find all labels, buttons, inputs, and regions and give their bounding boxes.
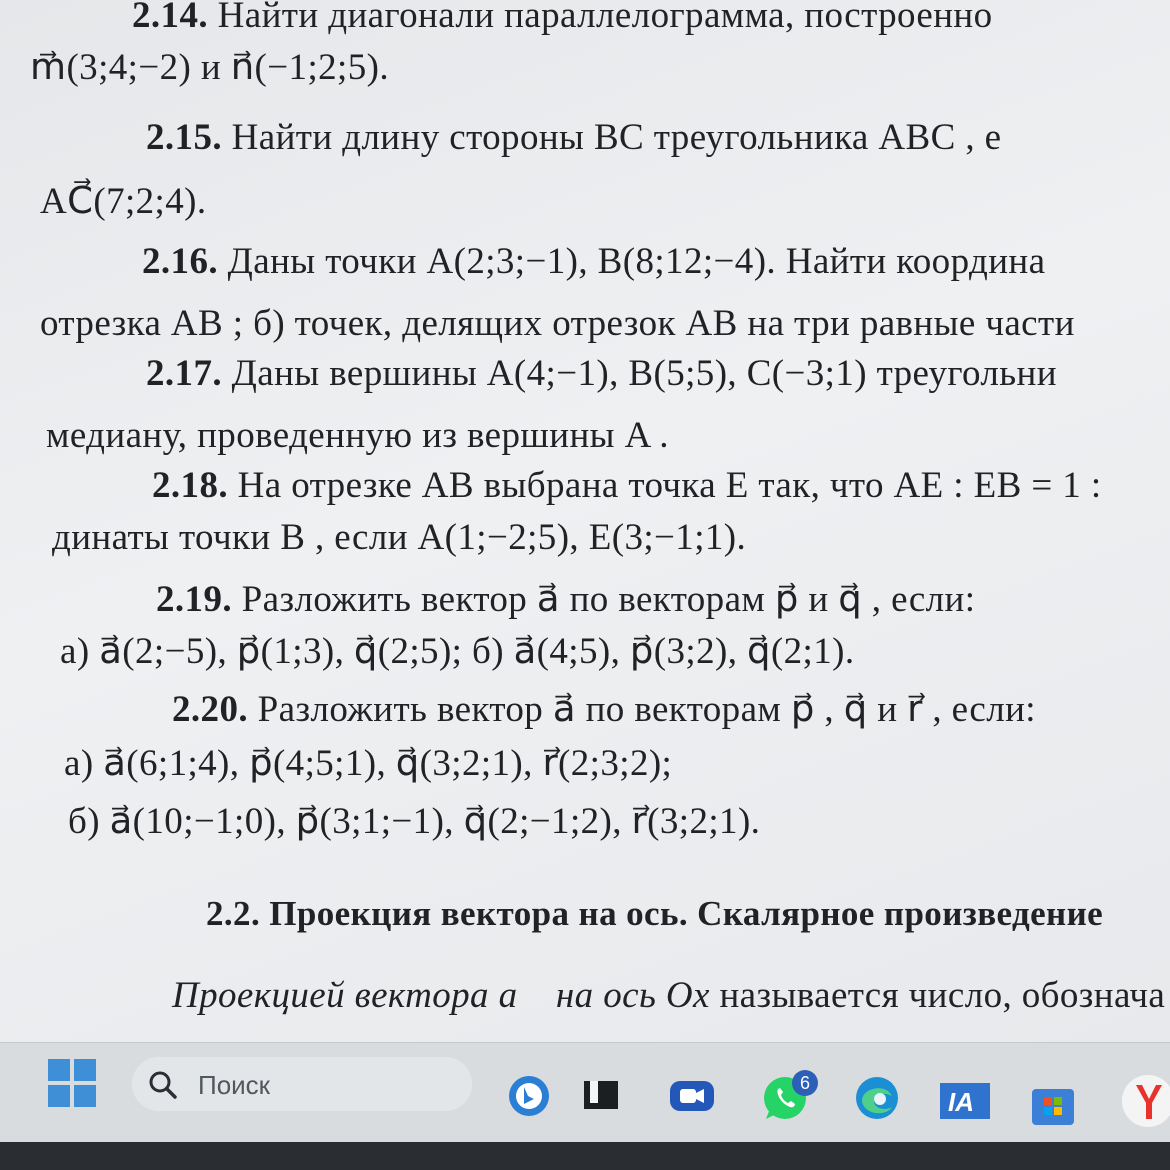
problem-2-19-line-2: а) a⃗(2;−5), p⃗(1;3), q⃗(2;5); б) a⃗(4;5), p⃗(3;2), q⃗(2;1). [60, 631, 855, 672]
problem-2-18-line-1: 2.18. На отрезке AB выбрана точка E так, что AE : EB = 1 : [152, 465, 1102, 506]
problem-2-17-line-2: медиану, проведенную из вершины A . [46, 415, 669, 456]
monitor-bezel [0, 1142, 1170, 1170]
ia-writer-icon[interactable] [940, 1083, 990, 1119]
problem-2-18-line-2: динаты точки B , если A(1;−2;5), E(3;−1;1). [52, 517, 747, 558]
microsoft-store-icon[interactable] [1030, 1083, 1076, 1127]
problem-2-15-line-1: 2.15. Найти длину стороны BC треугольника ABC , е [146, 117, 1002, 158]
svg-text:IA: IA [948, 1087, 974, 1117]
definition-line: Проекцией вектора a⃗ на ось Ox называется число, обознача [172, 975, 1166, 1016]
edge-icon[interactable] [852, 1073, 902, 1123]
problem-2-20-line-3: б) a⃗(10;−1;0), p⃗(3;1;−1), q⃗(2;−1;2), r⃗(3;2;1). [68, 801, 761, 842]
problem-2-19-line-1: 2.19. Разложить вектор a⃗ по векторам p⃗ и q⃗ , если: [156, 579, 976, 620]
problem-2-14-line-2: m⃗(3;4;−2) и n⃗(−1;2;5). [30, 47, 389, 88]
problem-2-14-line-1: 2.14. Найти диагонали параллелограмма, построенно [132, 0, 993, 36]
section-heading: 2.2. Проекция вектора на ось. Скалярное произведение [206, 894, 1104, 933]
yandex-browser-icon[interactable] [1118, 1073, 1170, 1129]
taskbar-search-box[interactable] [132, 1057, 472, 1111]
problem-2-17-line-1: 2.17. Даны вершины A(4;−1), B(5;5), C(−3;1) треугольни [146, 353, 1057, 394]
problem-2-20-line-2: а) a⃗(6;1;4), p⃗(4;5;1), q⃗(3;2;1), r⃗(2;3;2); [64, 743, 673, 784]
search-icon [148, 1070, 178, 1100]
problem-2-15-line-2: AC⃗(7;2;4). [40, 181, 207, 222]
file-explorer-icon[interactable] [582, 1077, 622, 1113]
bing-chat-icon[interactable] [506, 1073, 552, 1119]
problem-2-16-line-2: отрезка AB ; б) точек, делящих отрезок AB на три равные части [40, 303, 1075, 344]
whatsapp-notification-badge: 6 [792, 1070, 818, 1096]
problem-2-20-line-1: 2.20. Разложить вектор a⃗ по векторам p⃗ , q⃗ и r⃗ , если: [172, 689, 1036, 730]
camera-app-icon[interactable] [668, 1075, 716, 1117]
windows-start-icon[interactable] [48, 1059, 96, 1107]
problem-2-16-line-1: 2.16. Даны точки A(2;3;−1), B(8;12;−4). Найти координа [142, 241, 1046, 282]
search-placeholder: Поиск [198, 1070, 271, 1100]
